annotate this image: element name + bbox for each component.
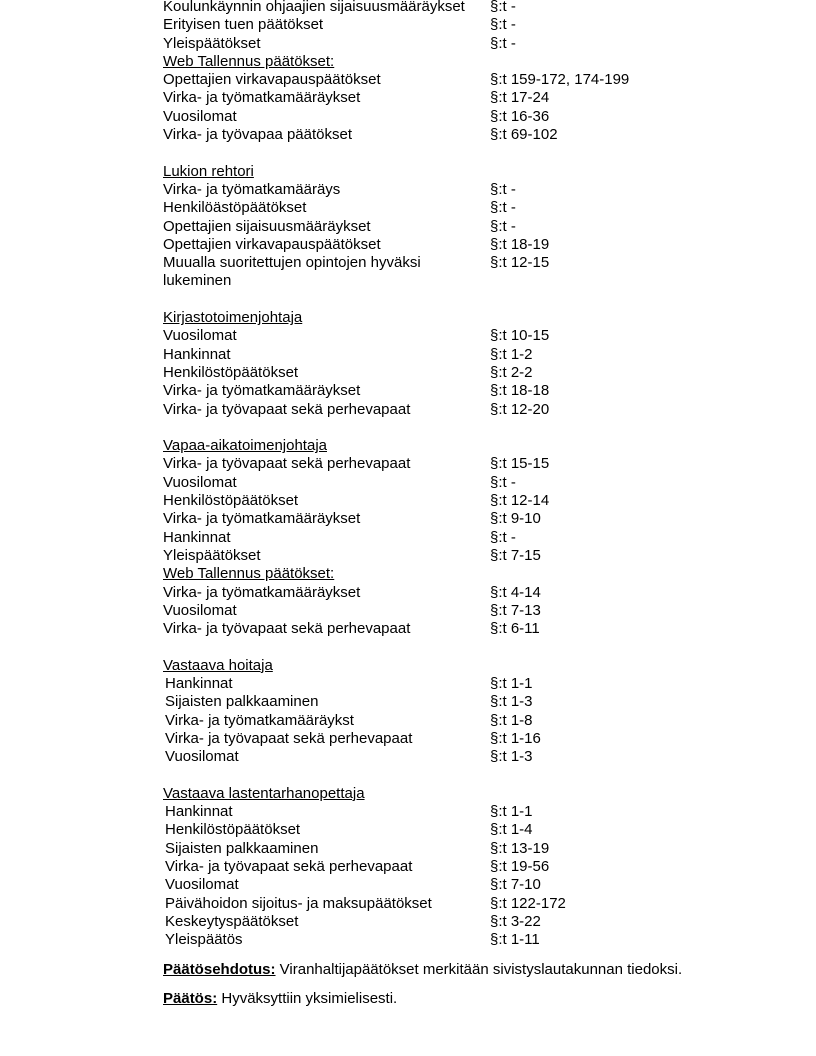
section-heading-kirjasto: Kirjastotoimenjohtaja — [163, 309, 303, 327]
decision-row — [163, 876, 763, 894]
decision-type-label: Virka- ja työmatkamääräykset — [163, 382, 361, 400]
decision-paragraph — [163, 990, 763, 1008]
decision-type-label: Hankinnat — [165, 674, 233, 692]
decision-type-label: Virka- ja työmatkamääräykset — [163, 89, 361, 107]
decision-type-label: Koulunkäynnin ohjaajien sijaisuusmääräykset — [163, 0, 465, 15]
section-reference: §:t 7-10 — [490, 876, 541, 894]
decision-type-label: Virka- ja työmatkamääräykst — [165, 711, 354, 729]
decision-type-label: Vuosilomat — [165, 748, 239, 766]
decision-type-label: Virka- ja työmatkamääräykset — [163, 510, 361, 528]
section-reference: §:t 159-172, 174-199 — [490, 71, 630, 89]
decision-row — [163, 803, 763, 821]
section-reference: §:t 1-16 — [490, 729, 541, 747]
decision-type-label: Hankinnat — [163, 528, 231, 546]
section-reference: §:t 17-24 — [490, 89, 550, 107]
section-reference: §:t 2-2 — [490, 363, 533, 381]
section-reference: §:t 1-8 — [490, 711, 533, 729]
section-spacer — [163, 291, 763, 309]
section-reference: §:t 15-15 — [490, 455, 550, 473]
decision-type-label: Vuosilomat — [163, 327, 237, 345]
section-reference: §:t 6-11 — [490, 620, 540, 638]
decision-type-label: Henkilöstöpäätökset — [163, 363, 299, 381]
decision-row — [163, 748, 763, 766]
decision-type-label: Virka- ja työvapaa päätökset — [163, 126, 353, 144]
decision-row — [163, 693, 763, 711]
section-reference: §:t 10-15 — [490, 327, 550, 345]
decision-row — [163, 712, 763, 730]
section-reference: §:t - — [490, 473, 516, 491]
decision-type-label: Hankinnat — [163, 345, 231, 363]
section-reference: §:t - — [490, 217, 516, 235]
section-spacer — [163, 766, 763, 784]
section-spacer — [163, 144, 763, 162]
decision-type-label: Vuosilomat — [163, 473, 237, 491]
decision-label: Päätös: — [163, 989, 218, 1007]
decision-type-label: Vuosilomat — [163, 601, 237, 619]
proposal-paragraph — [163, 961, 763, 979]
section-reference: §:t 4-14 — [490, 583, 541, 601]
section-reference: §:t 19-56 — [490, 857, 550, 875]
decision-type-label: Sijaisten palkkaaminen — [165, 839, 319, 857]
decision-row — [163, 455, 763, 473]
section-reference: §:t - — [490, 528, 516, 546]
document-body — [163, 0, 763, 1008]
decision-row — [163, 382, 763, 400]
decision-row — [163, 199, 763, 217]
subsection-heading-web-tallennus: Web Tallennus päätökset: — [163, 565, 335, 583]
section-reference: §:t 69-102 — [490, 126, 558, 144]
decision-row — [163, 620, 763, 638]
decision-type-label: lukeminen — [163, 272, 232, 290]
section-reference: §:t 1-3 — [490, 693, 533, 711]
decision-row — [163, 126, 763, 144]
decision-type-label: Opettajien virkavapauspäätökset — [163, 71, 381, 89]
decision-type-label: Virka- ja työvapaat sekä perhevapaat — [165, 729, 413, 747]
decision-type-label: Sijaisten palkkaaminen — [165, 693, 319, 711]
section-reference: §:t 7-15 — [490, 546, 541, 564]
decision-row — [163, 821, 763, 839]
section-reference: §:t 1-4 — [490, 821, 533, 839]
decision-row — [163, 16, 763, 34]
section-reference: §:t 12-20 — [490, 400, 550, 418]
decision-row — [163, 272, 763, 290]
proposal-text: Viranhaltijapäätökset merkitään sivistyslautakunnan tiedoksi. — [275, 961, 683, 979]
decision-row — [163, 492, 763, 510]
decision-row — [163, 840, 763, 858]
section-reference: §:t 1-3 — [490, 748, 533, 766]
section-heading-vapaa-aika: Vapaa-aikatoimenjohtaja — [163, 437, 327, 455]
decision-type-label: Päivähoidon sijoitus- ja maksupäätökset — [165, 894, 432, 912]
decision-row — [163, 0, 763, 16]
decision-type-label: Virka- ja työvapaat sekä perhevapaat — [165, 857, 413, 875]
decision-row — [163, 602, 763, 620]
decision-type-label: Opettajien virkavapauspäätökset — [163, 235, 381, 253]
decision-type-label: Henkilöstöpäätökset — [165, 821, 301, 839]
section-reference: §:t 9-10 — [490, 510, 541, 528]
decision-row — [163, 474, 763, 492]
decision-row — [163, 346, 763, 364]
section-heading-lukio: Lukion rehtori — [163, 162, 254, 180]
decision-row — [163, 913, 763, 931]
section-reference: §:t 7-13 — [490, 601, 541, 619]
section-reference: §:t 13-19 — [490, 839, 550, 857]
decision-type-label: Keskeytyspäätökset — [165, 912, 299, 930]
decision-row — [163, 35, 763, 53]
decision-type-label: Henkilöästöpäätökset — [163, 199, 307, 217]
section-reference: §:t 1-1 — [490, 674, 533, 692]
decision-row — [163, 71, 763, 89]
section-reference: §:t 122-172 — [490, 894, 566, 912]
section-heading-lastentarha: Vastaava lastentarhanopettaja — [163, 784, 365, 802]
decision-sections — [163, 0, 763, 949]
section-spacer — [163, 419, 763, 437]
section-reference: §:t 3-22 — [490, 912, 541, 930]
subsection-heading-web-tallennus: Web Tallennus päätökset: — [163, 52, 335, 70]
decision-type-label: Hankinnat — [165, 803, 233, 821]
decision-row — [163, 895, 763, 913]
decision-row — [163, 931, 763, 949]
decision-row — [163, 675, 763, 693]
decision-row — [163, 401, 763, 419]
decision-type-label: Yleispäätökset — [163, 34, 261, 52]
section-reference: §:t - — [490, 0, 516, 15]
section-reference: §:t 18-18 — [490, 382, 550, 400]
section-spacer — [163, 638, 763, 656]
section-heading-hoitaja: Vastaava hoitaja — [163, 656, 273, 674]
decision-type-label: Henkilöstöpäätökset — [163, 492, 299, 510]
proposal-label: Päätösehdotus: — [163, 961, 276, 979]
section-reference: §:t - — [490, 34, 516, 52]
decision-row — [163, 254, 763, 272]
section-reference: §:t 16-36 — [490, 107, 550, 125]
decision-type-label: Virka- ja työvapaat sekä perhevapaat — [163, 400, 411, 418]
decision-type-label: Virka- ja työvapaat sekä perhevapaat — [163, 455, 411, 473]
decision-row — [163, 89, 763, 107]
decision-row — [163, 529, 763, 547]
decision-type-label: Virka- ja työmatkamääräykset — [163, 583, 361, 601]
decision-row — [163, 218, 763, 236]
section-reference: §:t 12-14 — [490, 492, 550, 510]
section-reference: §:t - — [490, 199, 516, 217]
decision-type-label: Yleispäätökset — [163, 546, 261, 564]
section-reference: §:t 12-15 — [490, 254, 550, 272]
decision-row — [163, 858, 763, 876]
section-reference: §:t 18-19 — [490, 235, 550, 253]
decision-row — [163, 236, 763, 254]
decision-row — [163, 510, 763, 528]
section-reference: §:t - — [490, 180, 516, 198]
decision-row — [163, 327, 763, 345]
decision-row — [163, 730, 763, 748]
decision-text: Hyväksyttiin yksimielisesti. — [217, 989, 398, 1007]
decision-type-label: Opettajien sijaisuusmääräykset — [163, 217, 371, 235]
decision-type-label: Vuosilomat — [165, 876, 239, 894]
decision-row — [163, 108, 763, 126]
decision-row — [163, 584, 763, 602]
section-reference: §:t - — [490, 16, 516, 34]
section-reference: §:t 1-2 — [490, 345, 533, 363]
decision-row — [163, 181, 763, 199]
decision-type-label: Virka- ja työmatkamääräys — [163, 180, 341, 198]
decision-type-label: Virka- ja työvapaat sekä perhevapaat — [163, 620, 411, 638]
decision-row — [163, 364, 763, 382]
decision-row — [163, 547, 763, 565]
section-reference: §:t 1-1 — [490, 803, 533, 821]
decision-type-label: Muualla suoritettujen opintojen hyväksi — [163, 254, 421, 272]
decision-type-label: Vuosilomat — [163, 107, 237, 125]
section-reference: §:t 1-11 — [490, 931, 540, 949]
decision-type-label: Yleispäätös — [165, 931, 243, 949]
decision-type-label: Erityisen tuen päätökset — [163, 16, 324, 34]
